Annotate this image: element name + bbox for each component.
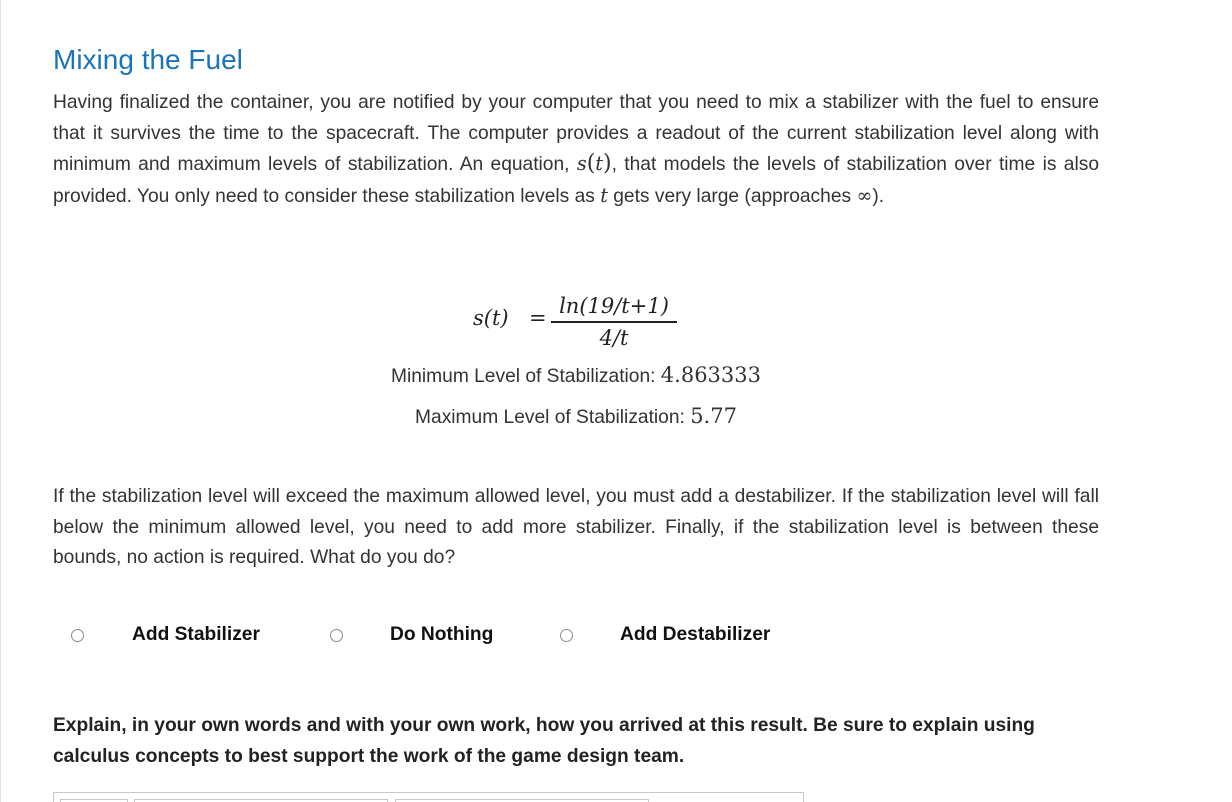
- minimum-level: [53, 363, 1099, 388]
- radio-do-nothing[interactable]: [330, 629, 343, 642]
- open-paren: (: [586, 151, 596, 176]
- option-add-destabilizer[interactable]: [560, 622, 800, 652]
- maximum-level-value: 5.77: [690, 404, 737, 428]
- infinity-symbol: ∞: [856, 183, 873, 207]
- explain-prompt: Explain, in your own words and with your own work, how you arrived at this result. Be sure to explain using calculus concepts to best support the work of the game design team.: [53, 715, 1035, 767]
- formula-lhs: s(t): [473, 306, 509, 330]
- function-arg: t: [595, 152, 604, 175]
- formula-fraction: [551, 292, 677, 351]
- intro-text-1: Having finalized the container, you are notified by your computer that you need to mix a stabilizer with the fuel to ensure that it survives the time to the spacecraft. The computer provides a readout of the current stabilization level along with minimum and maximum levels of stabilization. An equation,: [53, 92, 1099, 175]
- radio-add-stabilizer[interactable]: [71, 629, 84, 642]
- option-add-stabilizer[interactable]: [71, 622, 281, 652]
- radio-add-destabilizer[interactable]: [560, 629, 573, 642]
- option-do-nothing[interactable]: [330, 622, 510, 652]
- formula-denominator: 4/t: [599, 325, 629, 350]
- maximum-level: [53, 404, 1099, 429]
- variable-t: t: [600, 183, 608, 207]
- page-title: Mixing the Fuel: [53, 44, 243, 75]
- intro-text-2: , that models the levels of stabilization over time is also provided. You only need to consider these stabilization levels as: [53, 154, 1099, 207]
- option-label-do-nothing[interactable]: Do Nothing: [390, 624, 494, 645]
- question-paragraph: If the stabilization level will exceed the maximum allowed level, you must add a destabilizer. If the stabilization level will fall below the minimum allowed level, you need to add more stabilizer. Finally, if the stabilization level is between these bounds, no action is required. What do you do?: [53, 486, 1099, 568]
- option-label-add-stabilizer[interactable]: Add Stabilizer: [132, 624, 260, 645]
- formula-numerator: ln(19/t+1): [559, 294, 669, 318]
- maximum-level-label: Maximum Level of Stabilization:: [415, 407, 691, 428]
- intro-paragraph: [53, 88, 1099, 212]
- intro-text-3: gets very large (approaches: [607, 185, 857, 207]
- close-paren: ): [603, 151, 612, 176]
- answer-options: [53, 622, 1099, 652]
- intro-text-4: ).: [872, 185, 885, 207]
- fraction-bar: [551, 321, 677, 323]
- function-name: s: [576, 152, 587, 175]
- option-label-add-destabilizer[interactable]: Add Destabilizer: [620, 624, 771, 645]
- answer-editor-toolbar[interactable]: [53, 792, 804, 802]
- minimum-level-value: 4.863333: [660, 363, 761, 387]
- minimum-level-label: Minimum Level of Stabilization:: [390, 366, 661, 387]
- formula-equals: =: [529, 306, 547, 330]
